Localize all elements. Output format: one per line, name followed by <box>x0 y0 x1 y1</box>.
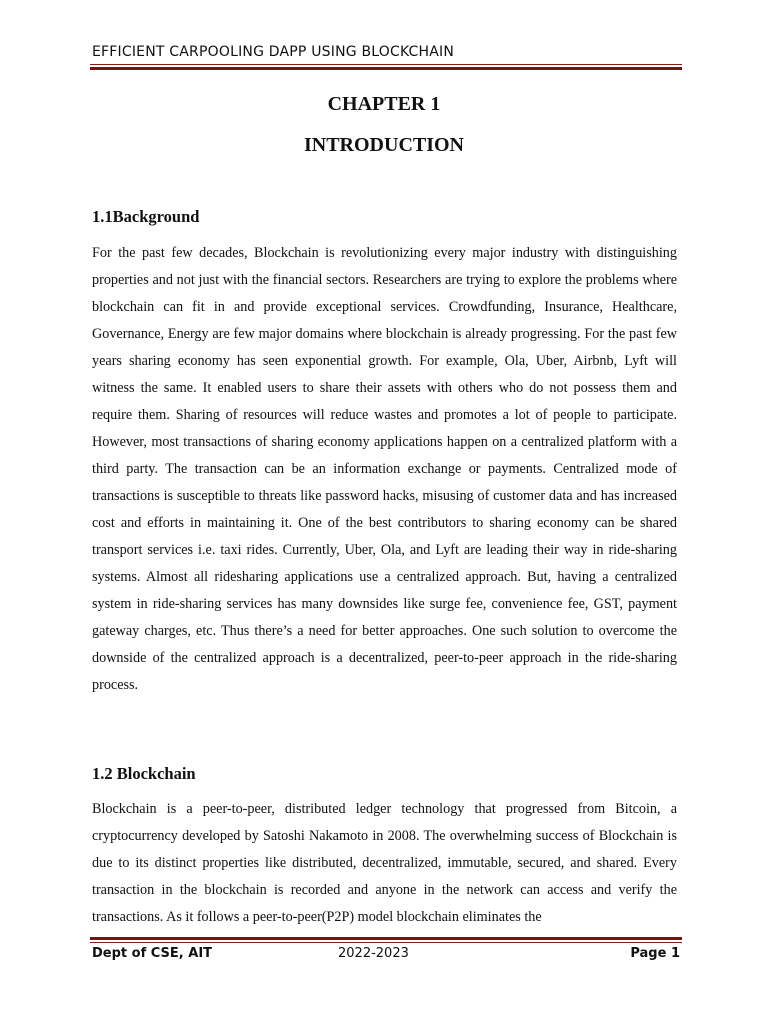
chapter-title: INTRODUCTION <box>303 134 465 156</box>
running-header-title: EFFICIENT CARPOOLING DAPP USING BLOCKCHAIN <box>92 44 455 60</box>
section-heading-blockchain: 1.2 Blockchain <box>92 764 196 783</box>
section-body-background: For the past few decades, Blockchain is revolutionizing every major industry with distinguishing properties and not just with the financial sectors. Researchers are trying to explore the problems where blockchain can fit in and provide exceptional services. Crowdfunding, Insurance, Healthcare, Governance, Energy are few major domains where blockchain is already progressing. For the past few years sharing economy has seen exponential growth. For example, Ola, Uber, Airbnb, Lyft will witness the same. It enabled users to share their assets with others who do not possess them and require them. Sharing of resources will reduce wastes and promotes a lot of people to participate. However, most transactions of sharing economy applications happen on a centralized platform with a third party. The transaction can be an information exchange or payments. Centralized mode of transactions is susceptible to threats like password hacks, misusing of customer data and has increased cost and efforts in maintaining it. One of the best contributors to sharing economy can be shared transport services i.e. taxi rides. Currently, Uber, Ola, and Lyft are leading their way in ride-sharing systems. Almost all ridesharing applications use a centralized approach. But, having a centralized system in ride-sharing services has many downsides like surge fee, convenience fee, GST, payment gateway charges, etc. Thus there’s a need for better approaches. One such solution to overcome the downside of the centralized approach is a decentralized, peer-to-peer approach in the ride-sharing process. <box>92 245 677 693</box>
footer-academic-year: 2022-2023 <box>338 946 409 961</box>
header-rule-thick <box>90 67 682 70</box>
footer-page-number: Page 1 <box>630 946 680 961</box>
section-body-blockchain: Blockchain is a peer-to-peer, distributed ledger technology that progressed from Bitcoin, a cryptocurrency developed by Satoshi Nakamoto in 2008. The overwhelming success of Blockchain is due to its distinct properties like distributed, decentralized, immutable, secured, and shared. Every transaction in the blockchain is recorded and anyone in the network can access and verify the transactions. As it follows a peer-to-peer(P2P) model blockchain eliminates the <box>92 801 677 925</box>
footer-department: Dept of CSE, AIT <box>92 946 213 961</box>
chapter-number: CHAPTER 1 <box>327 93 441 115</box>
footer-rule-thin <box>90 942 682 943</box>
header-rule-thin <box>90 64 682 65</box>
section-heading-background: 1.1Background <box>92 207 200 226</box>
footer-rule-thick <box>90 937 682 940</box>
